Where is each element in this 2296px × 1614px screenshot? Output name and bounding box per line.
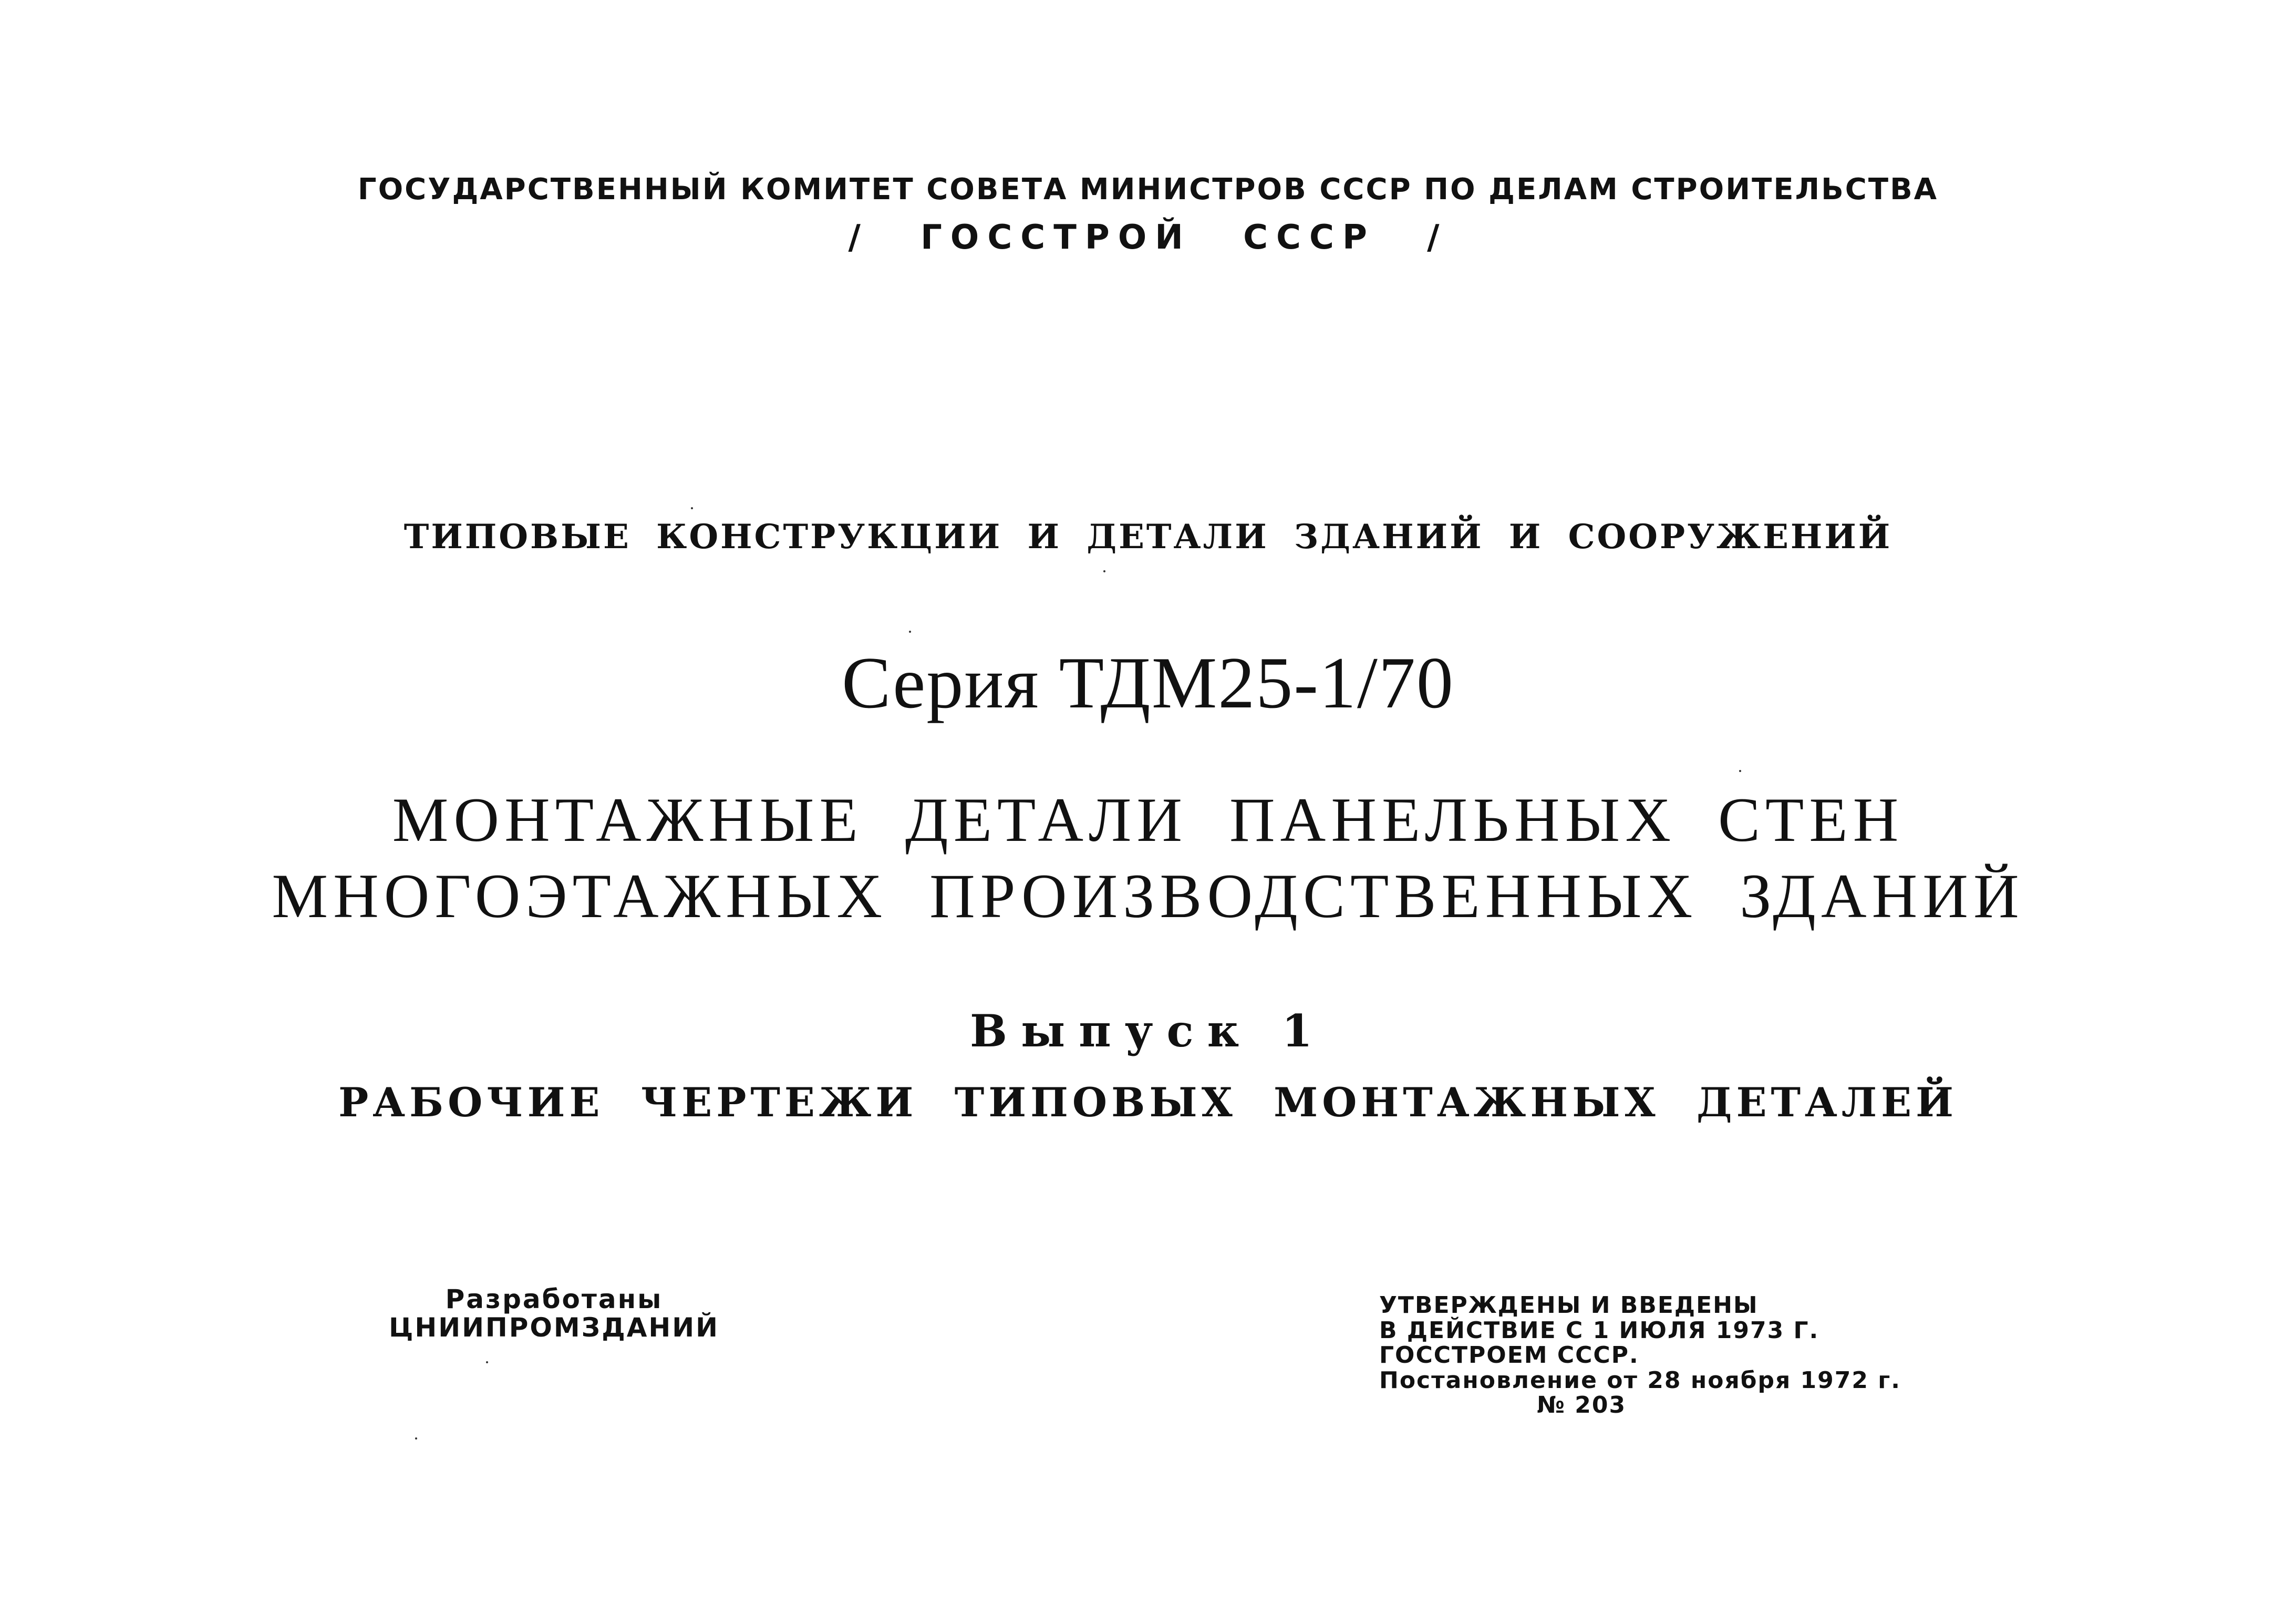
approval-line-4: Постановление от 28 ноября 1972 г.	[1379, 1366, 1901, 1394]
issue-number: Выпуск 1	[970, 1005, 1326, 1057]
approval-line-3: ГОССТРОЕМ СССР.	[1379, 1342, 1639, 1369]
approval-line-1: УТВЕРЖДЕНЫ И ВВЕДЕНЫ	[1379, 1292, 1759, 1319]
organization-abbreviation: / ГОССТРОЙ СССР /	[848, 218, 1448, 257]
approval-line-2: В ДЕЙСТВИЕ С 1 ИЮЛЯ 1973 Г.	[1379, 1317, 1819, 1344]
developed-by-block	[389, 1285, 719, 1342]
title-line-2: МНОГОЭТАЖНЫХ ПРОИЗВОДСТВЕННЫХ ЗДАНИЙ	[272, 861, 2024, 931]
title-line-1: МОНТАЖНЫЕ ДЕТАЛИ ПАНЕЛЬНЫХ СТЕН	[392, 785, 1904, 855]
scan-speck	[486, 1361, 488, 1363]
document-category: ТИПОВЫЕ КОНСТРУКЦИИ И ДЕТАЛИ ЗДАНИЙ И СООРУЖЕНИЙ	[404, 517, 1892, 557]
organization-name: ГОСУДАРСТВЕННЫЙ КОМИТЕТ СОВЕТА МИНИСТРОВ СССР ПО ДЕЛАМ СТРОИТЕЛЬСТВА	[357, 172, 1939, 207]
issue-subtitle: РАБОЧИЕ ЧЕРТЕЖИ ТИПОВЫХ МОНТАЖНЫХ ДЕТАЛЕЙ	[338, 1079, 1958, 1126]
scan-speck	[1739, 770, 1741, 772]
scan-speck	[1103, 570, 1105, 572]
developer-organization: ЦНИИПРОМЗДАНИЙ	[389, 1312, 719, 1343]
scan-speck	[691, 507, 693, 509]
scan-speck	[909, 631, 911, 633]
scan-speck	[415, 1437, 417, 1440]
developed-by-label: Разработаны	[445, 1284, 663, 1314]
series-number: Серия ТДМ25-1/70	[842, 642, 1454, 724]
approval-decree-number: № 203	[1537, 1392, 1627, 1419]
approval-block	[1379, 1293, 1901, 1418]
